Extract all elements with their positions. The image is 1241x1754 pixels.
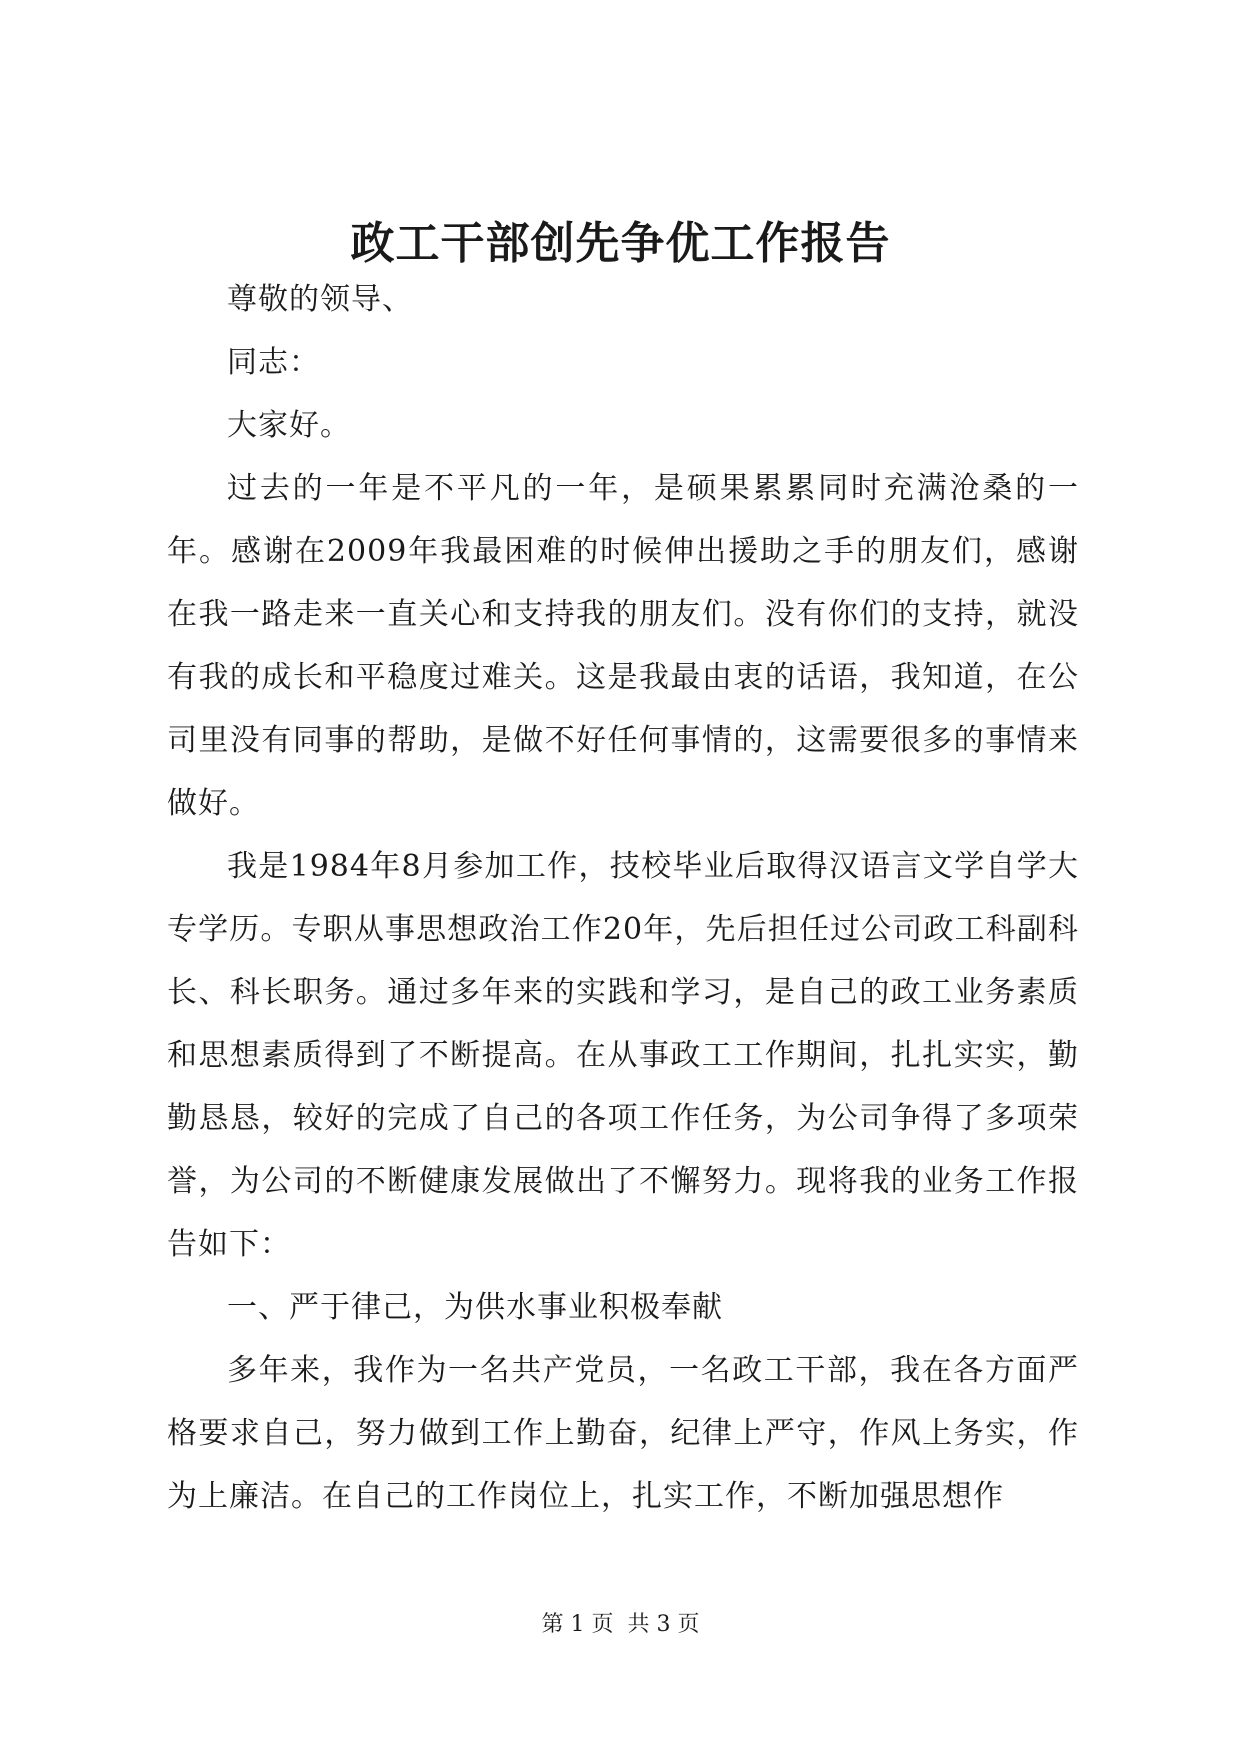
- greeting: 大家好。: [227, 408, 351, 443]
- salutation-line-2: 同志：: [227, 345, 320, 380]
- page-number: 第 1 页 共 3 页: [541, 1612, 700, 1637]
- paragraph-background: 我是1984年8月参加工作，技校毕业后取得汉语言文学自学大专学历。专职从事思想政治工作20年，先后担任过公司政工科副科长、科长职务。通过多年来的实践和学习，是自己的政工业务素质和思想素质得到了不断提高。在从事政工工作期间，扎扎实实，勤勤恳恳，较好的完成了自己的各项工作任务，为公司争得了多项荣誉，为公司的不断健康发展做出了不懈努力。现将我的业务工作报告如下：: [167, 849, 1079, 1262]
- document-body: [167, 268, 1079, 1528]
- section-heading-1: 一、严于律己，为供水事业积极奉献: [227, 1290, 723, 1325]
- salutation-line-1: 尊敬的领导、: [227, 282, 413, 317]
- document-title: 政工干部创先争优工作报告: [350, 218, 891, 269]
- paragraph-section-1: 多年来，我作为一名共产党员，一名政工干部，我在各方面严格要求自己，努力做到工作上勤奋，纪律上严守，作风上务实，作为上廉洁。在自己的工作岗位上，扎实工作，不断加强思想作: [167, 1353, 1079, 1514]
- page-footer: [0, 1610, 1241, 1640]
- paragraph-thanks: 过去的一年是不平凡的一年，是硕果累累同时充满沧桑的一年。感谢在2009年我最困难的时候伸出援助之手的朋友们，感谢在我一路走来一直关心和支持我的朋友们。没有你们的支持，就没有我的成长和平稳度过难关。这是我最由衷的话语，我知道，在公司里没有同事的帮助，是做不好任何事情的，这需要很多的事情来做好。: [167, 471, 1079, 821]
